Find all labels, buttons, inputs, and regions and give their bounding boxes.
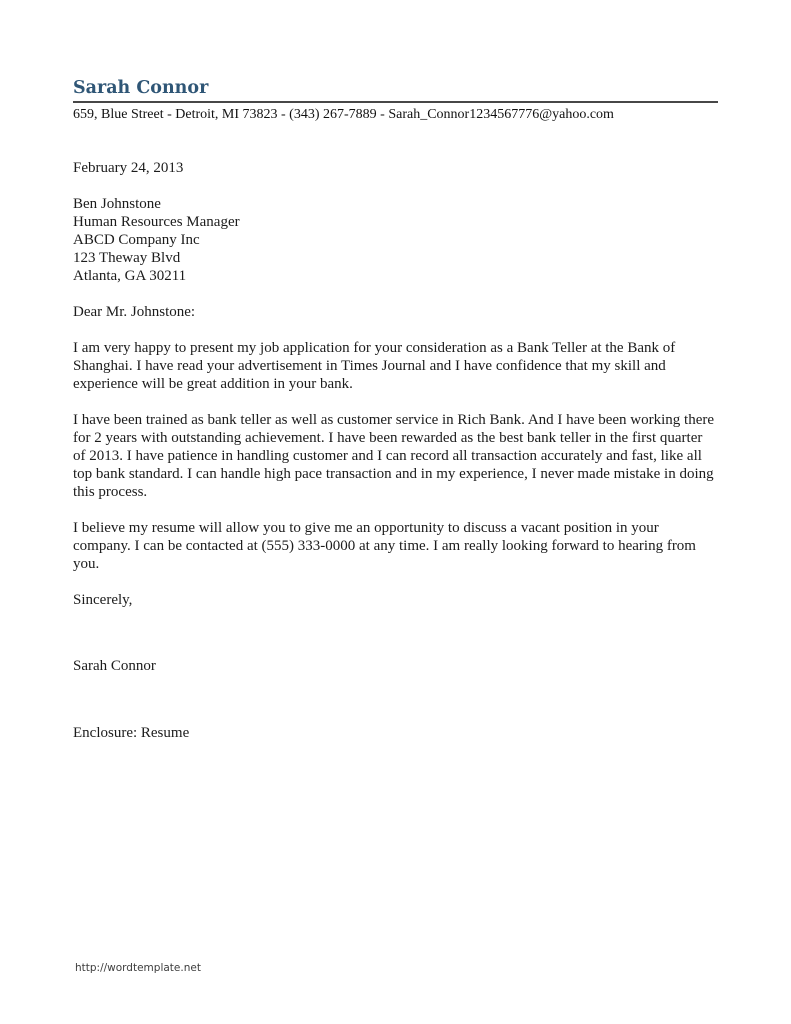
letter-date: February 24, 2013 [73,160,184,176]
footer-url: http://wordtemplate.net [75,962,201,974]
body-paragraph-2: I have been trained as bank teller as well as customer service in Rich Bank. And I have been working there for 2 years with outstanding achievement. I have been rewarded as the best bank teller in the first quarter of 2013. I have patience in handling customer and I can record all transaction accurately and fast, like all top bank standard. I can handle high pace transaction and in my experience, I never made mistake in doing this process. [73,412,715,500]
recipient-company: ABCD Company Inc [73,232,200,248]
recipient-address-block [73,195,718,285]
letter-header [73,78,718,103]
recipient-name: Ben Johnstone [73,196,161,212]
salutation: Dear Mr. Johnstone: [73,304,196,320]
enclosure-line: Enclosure: Resume [73,725,190,741]
signature-name: Sarah Connor [73,658,156,674]
body-paragraph-3: I believe my resume will allow you to give me an opportunity to discuss a vacant position in your company. I can be contacted at (555) 333-0000 at any time. I am really looking forward to hearing from you. [73,520,696,572]
recipient-street: 123 Theway Blvd [73,250,181,266]
body-paragraph-1: I am very happy to present my job application for your consideration as a Bank Teller at the Bank of Shanghai. I have read your advertisement in Times Journal and I have confidence that my skill and experience will be great addition in your bank. [73,340,676,392]
letter-body [73,78,718,742]
recipient-title: Human Resources Manager [73,214,240,230]
recipient-city-state-zip: Atlanta, GA 30211 [73,268,187,284]
sender-name: Sarah Connor [73,78,209,98]
sender-contact-line: 659, Blue Street - Detroit, MI 73823 - (343) 267-7889 - Sarah_Connor1234567776@yahoo.com [73,107,614,122]
closing-line: Sincerely, [73,592,133,608]
